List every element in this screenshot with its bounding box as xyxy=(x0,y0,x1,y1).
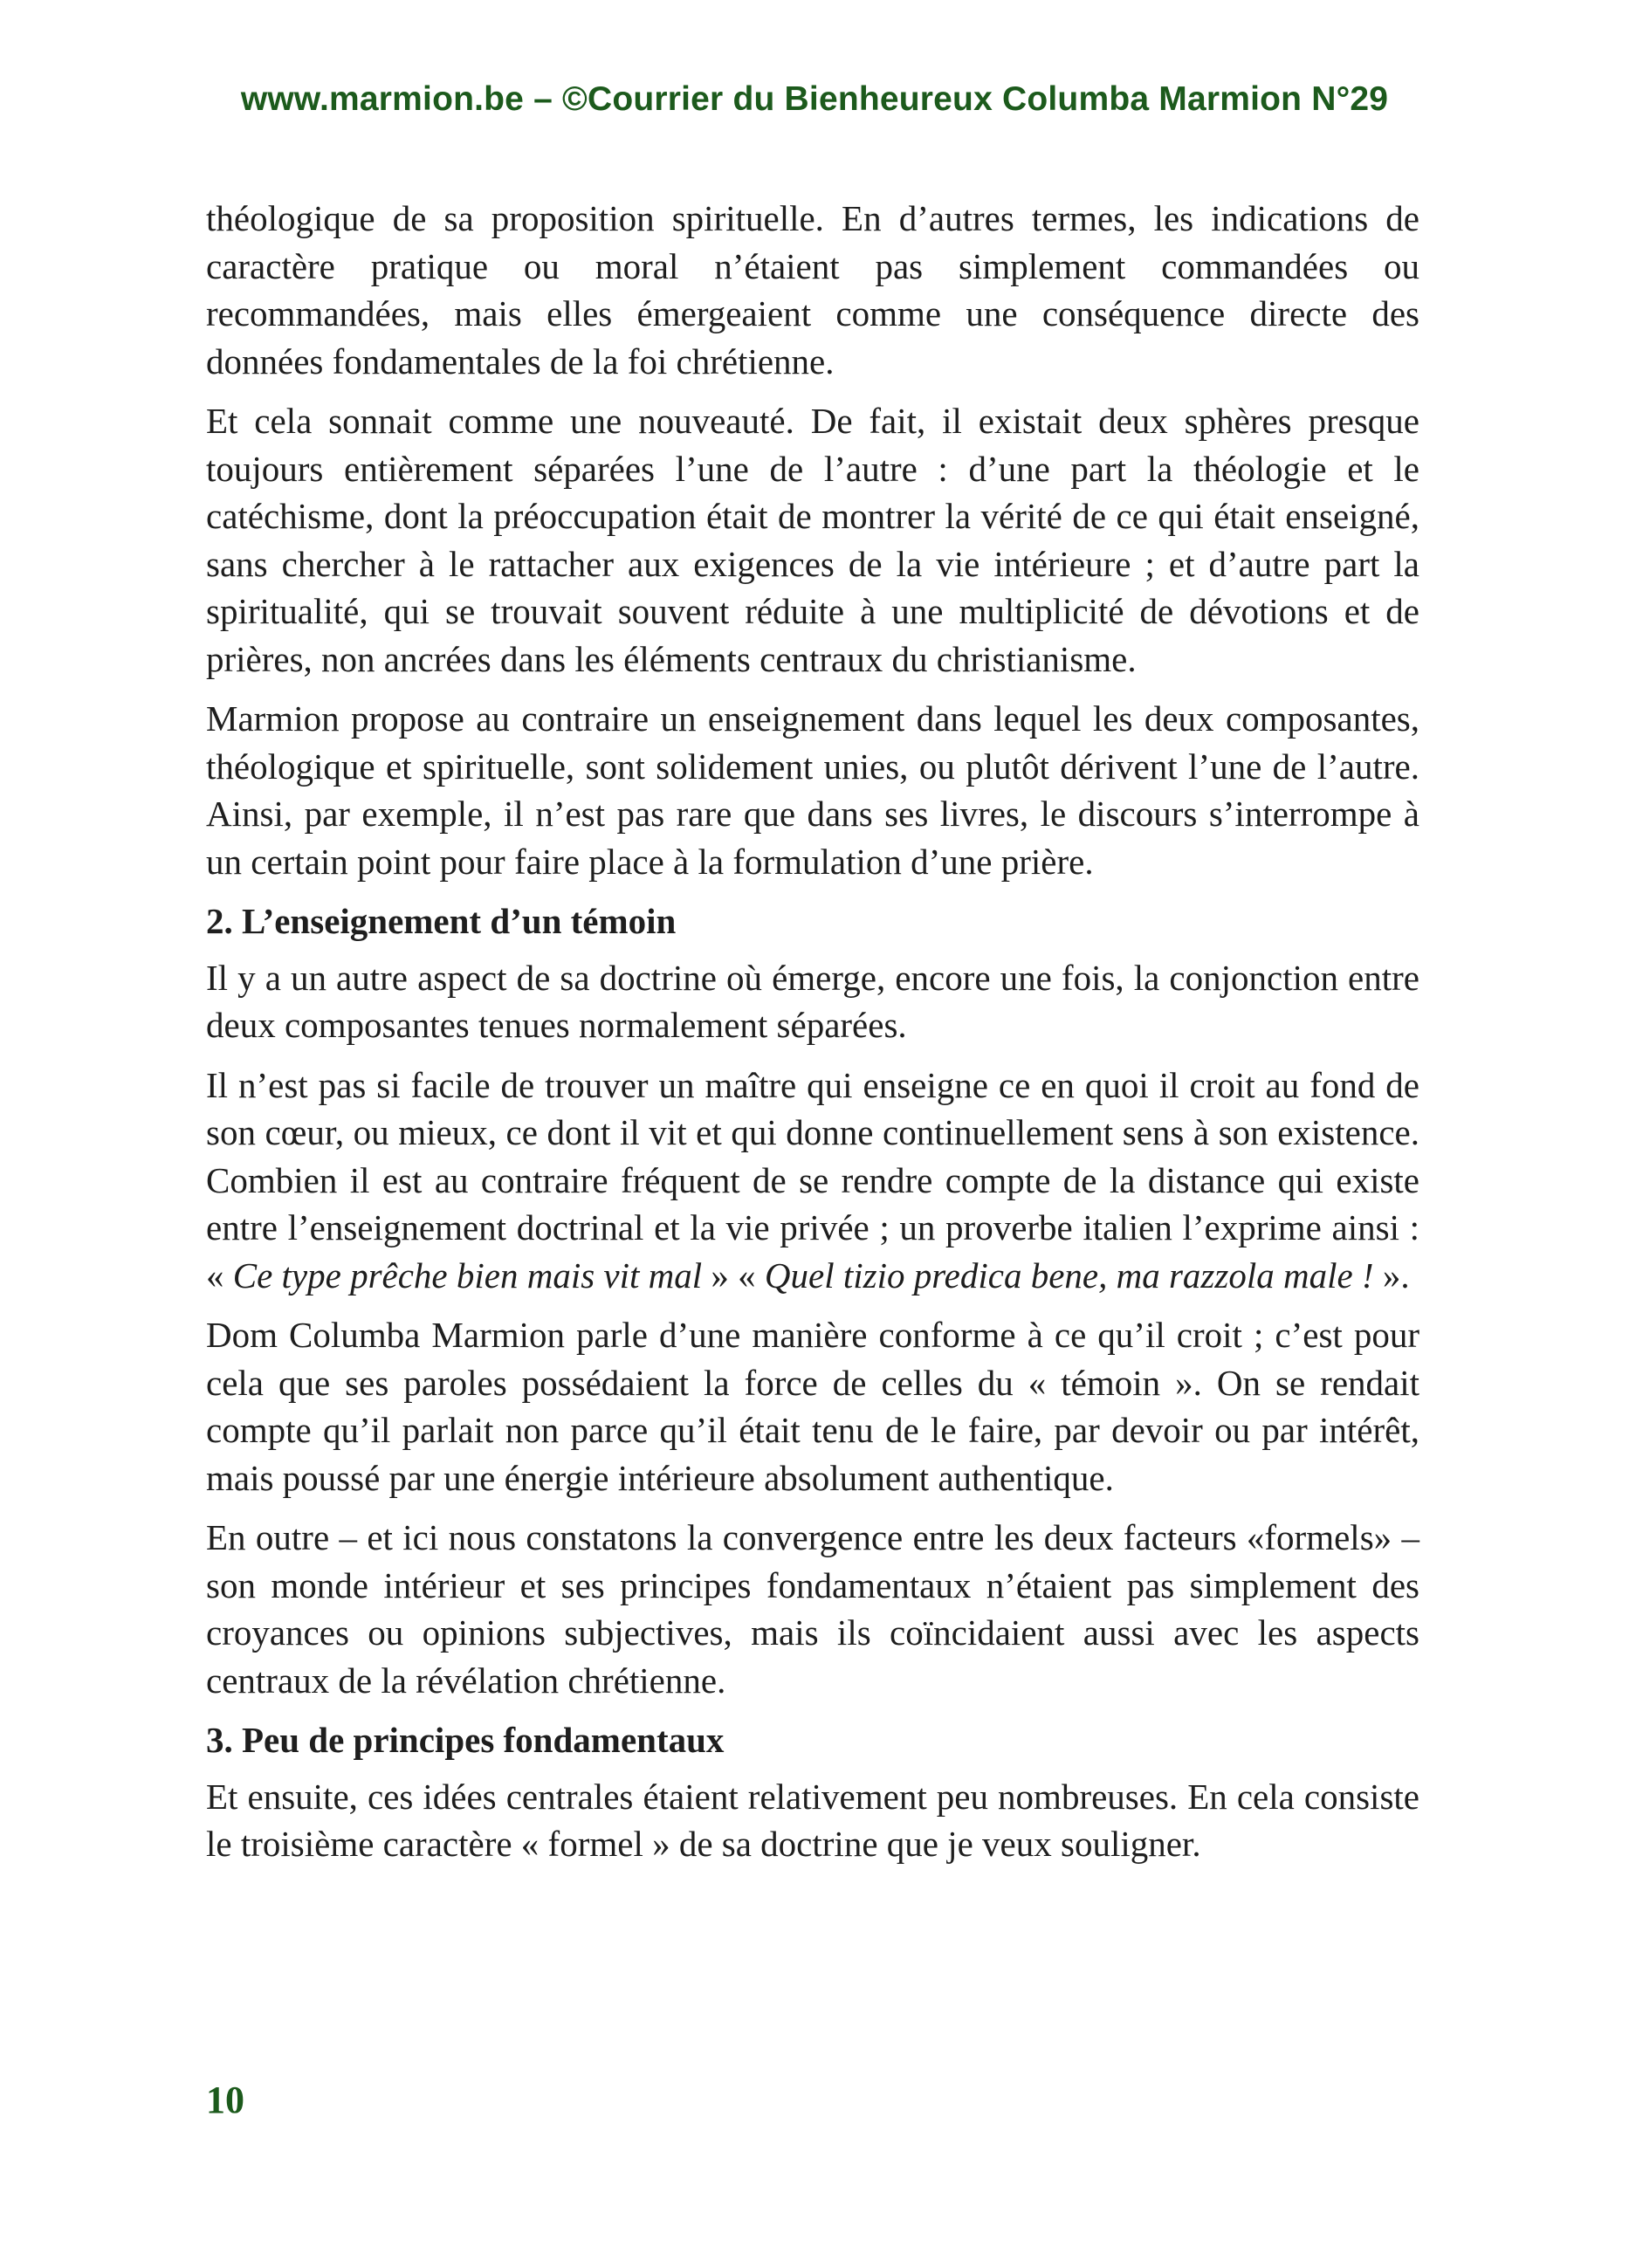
section-heading: 3. Peu de principes fondamentaux xyxy=(206,1720,725,1760)
proverb-french: Ce type prêche bien mais vit mal xyxy=(232,1254,703,1296)
article-body xyxy=(206,195,1419,1880)
page-number: 10 xyxy=(206,2079,244,2121)
running-header: www.marmion.be – ©Courrier du Bienheureux Columba Marmion N°29 xyxy=(240,80,1389,118)
proverb-italian: Quel tizio predica bene, ma razzola male ! xyxy=(764,1254,1374,1296)
quote-separator: » « xyxy=(702,1254,765,1296)
quote-close: ». xyxy=(1373,1254,1410,1296)
paragraph: Et cela sonnait comme une nouveauté. De fait, il existait deux sphères presque toujours entièrement séparées l’une de l’autre : d’une part la théologie et le catéchisme, dont la préoccupation était de montrer la vérité de ce qui était enseigné, sans chercher à le rattacher aux exigences de la vie intérieure ; et d’autre part la spiritualité, qui se trouvait souvent réduite à une multiplicité de dévotions et de prières, non ancrées dans les éléments centraux du christianisme. xyxy=(206,401,1419,679)
paragraph: Et ensuite, ces idées centrales étaient relativement peu nombreuses. En cela consiste le troisième caractère « formel » de sa doctrine que je veux souligner. xyxy=(206,1776,1419,1864)
section-heading: 2. L’enseignement d’un témoin xyxy=(206,901,677,941)
paragraph: théologique de sa proposition spirituelle. En d’autres termes, les indications de caractère pratique ou moral n’étaient pas simplement commandées ou recommandées, mais elles émergeaient comme une conséquence directe des données fondamentales de la foi chrétienne. xyxy=(206,198,1419,381)
paragraph: En outre – et ici nous constatons la convergence entre les deux facteurs «formels» – son monde intérieur et ses principes fondamentaux n’étaient pas simplement des croyances ou opinions subjectives, mais ils coïncidaient aussi avec les aspects centraux de la révélation chrétienne. xyxy=(206,1517,1419,1701)
paragraph-text: Il n’est pas si facile de trouver un maître qui enseigne ce en quoi il croit au fond de son cœur, ou mieux, ce dont il vit et qui donne continuellement sens à son existence. Combien il est au contraire fréquent de se rendre compte de la distance qui existe entre l’enseignement doctrinal et la vie privée ; un proverbe italien l’exprime ainsi : « xyxy=(206,1064,1419,1296)
paragraph: Dom Columba Marmion parle d’une manière conforme à ce qu’il croit ; c’est pour cela que ses paroles possédaient la force de celles du « témoin ». On se rendait compte qu’il parlait non parce qu’il était tenu de le faire, par devoir ou par intérêt, mais poussé par une énergie intérieure absolument authentique. xyxy=(206,1315,1419,1498)
paragraph: Marmion propose au contraire un enseignement dans lequel les deux composantes, théologique et spirituelle, sont solidement unies, ou plutôt dérivent l’une de l’autre. Ainsi, par exemple, il n’est pas rare que dans ses livres, le discours s’interrompe à un certain point pour faire place à la formulation d’une prière. xyxy=(206,698,1419,882)
paragraph-with-proverb xyxy=(206,1062,1419,1300)
paragraph: Il y a un autre aspect de sa doctrine où émerge, encore une fois, la conjonction entre deux composantes tenues normalement séparées. xyxy=(206,957,1419,1045)
